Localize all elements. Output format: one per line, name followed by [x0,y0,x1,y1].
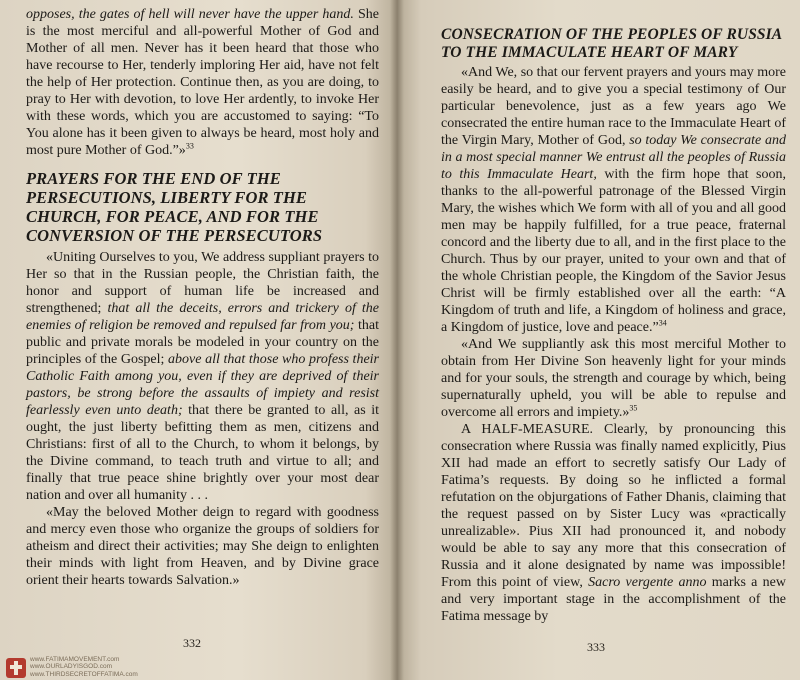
left-page [0,0,397,680]
left-section-heading: PRAYERS FOR THE END OF THE PERSECUTIONS, LIBERTY FOR THE CHURCH, FOR PEACE, AND FOR THE CONVERSION OF THE PERSECUTORS [26,169,323,245]
book-gutter [390,0,404,680]
watermark-link-2[interactable]: www.OURLADYISGOD.com [30,663,112,670]
left-paragraph-2: «Uniting Ourselves to you, We address suppliant prayers to Her so that in the Russian people, the Christian faith, the honor and support of human life be increased and strengthened; that all the deceits, errors and trickery of the enemies of religion be removed and repulsed far from you; that public and private morals be modeled in your country on the principles of the Gospel; above all that those who profess their Catholic Faith among you, even if they are deprived of their pastors, be strong before the assaults of impiety and resist fearlessly even unto death; that there be granted to all, as it ought, the just liberty befitting them as men, citizens and Christians: first of all to the Church, to whom it belongs, by the Divine command, to teach truth and virtue to all; and finally that true peace shine brightly over your most dear nation and over all humanity . . . [26,250,379,503]
left-paragraph-3: «May the beloved Mother deign to regard with goodness and mercy even those who organize the groups of soldiers for atheism and direct their activities; may She deign to enlighten their minds with light from Heaven, and by Divine grace orient their hearts towards Salvation.» [26,505,379,588]
right-page [397,0,800,680]
page-number-left: 332 [183,636,201,650]
watermark-link-1[interactable]: www.FATIMAMOVEMENT.com [30,655,120,663]
right-section-heading: CONSECRATION OF THE PEOPLES OF RUSSIA TO THE IMMACULATE HEART OF MARY [441,26,782,61]
footnote-ref-35: 35 [629,403,638,413]
right-paragraph-1: «And We, so that our fervent prayers and yours may more easily be heard, and to give you a special testimony of Our particular benevolence, just as a few years ago We consecrated the entire human race to the Immaculate Heart of the Virgin Mary, Mother of God, so today We consecrate and in a most special manner We entrust all the peoples of Russia to this Immaculate Heart, with the firm hope that soon, thanks to the all-powerful patronage of the Blessed Virgin Mary, the wishes which We form with all of you and all good men may be happily fulfilled, for a true peace, fraternal concord and the liberty due to all, and in the first place to the Church. Thus by our prayer, united to your own and that of the whole Christian people, the Kingdom of the Savior Jesus Christ will be firmly established over all the earth: “A Kingdom of truth and life, a Kingdom of holiness and grace, a Kingdom of justice, love and peace.”$^{34}$ [441,65,786,335]
footnote-ref-34: 34 [658,318,667,328]
page-number-right: 333 [587,640,605,654]
left-paragraph-1: opposes, the gates of hell will never have the upper hand. She is the most merciful and all-powerful Mother of God and Mother of all men. Never has it been heard that those who have recourse to Her, tenderly imploring Her aid, have not felt the help of Her protection. Continue then, as you are doing, to pray to Her with devotion, to love Her ardently, to invoke Her with these words, which you are accustomed to saying: “To You alone has it been given to always be heard, most holy and most pure Mother of God.”»$^{33}$ [26,7,379,158]
watermark-link-3[interactable]: www.THIRDSECRETOFFATIMA.com [30,670,138,678]
watermark [6,656,138,679]
footnote-ref-33: 33 [185,141,194,151]
right-paragraph-2: «And We suppliantly ask this most merciful Mother to obtain from Her Divine Son heavenly light for your minds and for your souls, the strength and courage by which, being supernaturally upheld, you will be able to repulse and overcome all errors and impiety.»$^{35}$ [441,337,786,420]
cross-seal-icon [6,658,26,678]
right-paragraph-3: A HALF-MEASURE. Clearly, by pronouncing this consecration where Russia was finally named explicitly, Pius XII had made an effort to secretly satisfy Our Lady of Fatima’s requests. By doing so he inflicted a formal refutation on the objurgations of Father Dhanis, claiming that the request passed on by Sister Lucy was «practically unrealizable». Pius XII had pronounced it, and nobody would be able to say any more that this consecration of Russia and it alone designated by name was impossible! From this point of view, Sacro vergente anno marks a new and very important stage in the accomplishment of the Fatima message by [441,422,786,624]
